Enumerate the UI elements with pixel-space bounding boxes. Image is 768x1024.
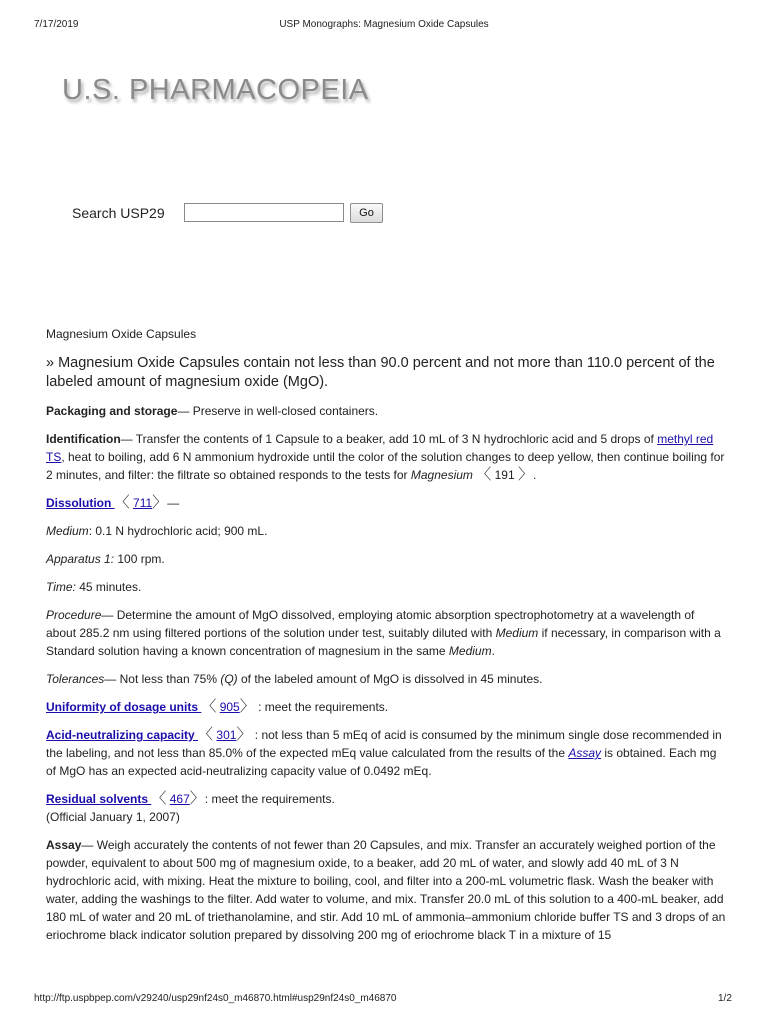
apparatus-text: 100 rpm. xyxy=(114,552,165,566)
packaging-section xyxy=(46,402,726,420)
usp-logo[interactable]: U.S. PHARMACOPEIA xyxy=(62,74,369,106)
assay-text: — Weigh accurately the contents of not fewer than 20 Capsules, and mix. Transfer an accurately weighed portion of the powder, equivalent to about 500 mg of magnesium oxide, to a beaker, add 20 mL of water, and slowly add 40 mL of 3 N hydrochloric acid, with mixing. Heat the mixture to boiling, cool, and filter into a 200-mL volumetric flask. Wash the beaker with water, adding the washings to the filter. Add water to volume, and mix. Transfer 20.0 mL of this solution to a 400-mL beaker, add 180 mL of water and 20 mL of triethanolamine, and stir. Add 10 mL of ammonia–ammonium chloride buffer TS and 3 drops of an eriochrome black indicator solution prepared by dissolving 200 mg of eriochrome black T in a mixture of 15 xyxy=(46,838,726,942)
acid-neutralizing-section xyxy=(46,726,726,780)
acid-neutralizing-link[interactable]: Acid-neutralizing capacity xyxy=(46,728,199,742)
procedure-end: . xyxy=(491,644,495,658)
apparatus-line xyxy=(46,550,726,568)
tolerances-paragraph xyxy=(46,670,726,688)
medium-label: Medium xyxy=(46,524,89,538)
medium-text: : 0.1 N hydrochloric acid; 900 mL. xyxy=(88,524,268,538)
search-input[interactable] xyxy=(184,203,344,222)
print-page-title: USP Monographs: Magnesium Oxide Capsules xyxy=(279,19,489,30)
identification-label: Identification xyxy=(46,432,121,446)
acid-text-2: is obtained. Each mg of MgO has an expected acid-neutralizing capacity value of 0.0492 mEq. xyxy=(46,746,717,778)
uniformity-text: : meet the requirements. xyxy=(254,700,389,714)
print-date: 7/17/2019 xyxy=(34,19,79,30)
tolerances-q: (Q) xyxy=(220,672,238,686)
monograph-intro: » Magnesium Oxide Capsules contain not less than 90.0 percent and not more than 110.0 percent of the labeled amount of magnesium oxide (MgO). xyxy=(46,355,715,390)
left-angle-icon: 〈 xyxy=(476,466,492,483)
left-angle-icon: 〈 xyxy=(151,790,167,807)
identification-text-1: — Transfer the contents of 1 Capsule to a beaker, add 10 mL of 3 N hydrochloric acid and 5 drops of xyxy=(120,432,658,446)
right-angle-icon: 〉 xyxy=(152,494,168,511)
magnesium-italic: Magnesium xyxy=(410,468,473,482)
tolerances-text-1: — Not less than 75% xyxy=(104,672,221,686)
assay-link[interactable]: Assay xyxy=(568,746,602,760)
footer-page-number: 1/2 xyxy=(718,993,732,1004)
monograph-title: Magnesium Oxide Capsules xyxy=(46,327,197,341)
right-angle-icon: 〉 xyxy=(517,466,533,483)
tolerances-text-2: of the labeled amount of MgO is dissolved in 45 minutes. xyxy=(237,672,543,686)
go-button[interactable]: Go xyxy=(350,203,383,223)
medium-line xyxy=(46,522,726,540)
time-line xyxy=(46,578,726,596)
footer-url: http://ftp.uspbpep.com/v29240/usp29nf24s0_m46870.html#usp29nf24s0_m46870 xyxy=(34,993,397,1004)
dissolution-heading xyxy=(46,494,726,512)
left-angle-icon: 〈 xyxy=(201,698,217,715)
dissolution-ref-link[interactable]: 711 xyxy=(133,496,153,510)
time-label: Time: xyxy=(46,580,76,594)
identification-end: . xyxy=(533,468,537,482)
identification-section xyxy=(46,430,726,484)
identification-text-2: , heat to boiling, add 6 N ammonium hydroxide until the color of the solution changes to deep yellow, then continue boiling for 2 minutes, and filter: the filtrate so obtained responds to the tests for xyxy=(46,450,725,482)
dissolution-dash: — xyxy=(167,496,180,510)
dissolution-link[interactable]: Dissolution xyxy=(46,496,115,510)
monograph-content xyxy=(46,325,726,944)
official-date: (Official January 1, 2007) xyxy=(46,810,180,824)
identification-ref: 191 xyxy=(494,468,515,482)
uniformity-ref-link[interactable]: 905 xyxy=(219,700,240,714)
procedure-label: Procedure xyxy=(46,608,102,622)
residual-ref-link[interactable]: 467 xyxy=(169,792,190,806)
right-angle-icon: 〉 xyxy=(189,790,205,807)
procedure-text-1: — Determine the amount of MgO dissolved, employing atomic absorption spectrophotometry at a wavelength of about 285.2 nm using filtered portions of the solution under test, suitably diluted with xyxy=(46,608,695,640)
residual-solvents-section xyxy=(46,790,726,808)
tolerances-label: Tolerances xyxy=(46,672,105,686)
residual-solvents-link[interactable]: Residual solvents xyxy=(46,792,152,806)
acid-text-1: : not less than 5 mEq of acid is consumed by the minimum single dose recommended in the labeling, and not less than 85.0% of the expected mEq value calculated from the results of the xyxy=(46,728,722,760)
assay-section xyxy=(46,836,726,944)
packaging-label: Packaging and storage xyxy=(46,404,178,418)
procedure-medium-1: Medium xyxy=(495,626,539,640)
left-angle-icon: 〈 xyxy=(114,494,130,511)
procedure-paragraph xyxy=(46,606,726,660)
assay-label: Assay xyxy=(46,838,82,852)
residual-text: : meet the requirements. xyxy=(204,792,335,806)
packaging-text: — Preserve in well-closed containers. xyxy=(177,404,379,418)
apparatus-label: Apparatus 1: xyxy=(46,552,115,566)
search-label: Search USP29 xyxy=(72,205,165,221)
left-angle-icon: 〈 xyxy=(198,726,214,743)
procedure-medium-2: Medium xyxy=(448,644,492,658)
methyl-red-ts-link[interactable]: methyl red TS xyxy=(46,432,714,464)
acid-ref-link[interactable]: 301 xyxy=(216,728,237,742)
uniformity-link[interactable]: Uniformity of dosage units xyxy=(46,700,202,714)
uniformity-section xyxy=(46,698,726,716)
right-angle-icon: 〉 xyxy=(236,726,252,743)
time-text: 45 minutes. xyxy=(75,580,142,594)
procedure-text-2: if necessary, in comparison with a Standard solution having a known concentration of magnesium in the same xyxy=(46,626,721,658)
right-angle-icon: 〉 xyxy=(239,698,255,715)
